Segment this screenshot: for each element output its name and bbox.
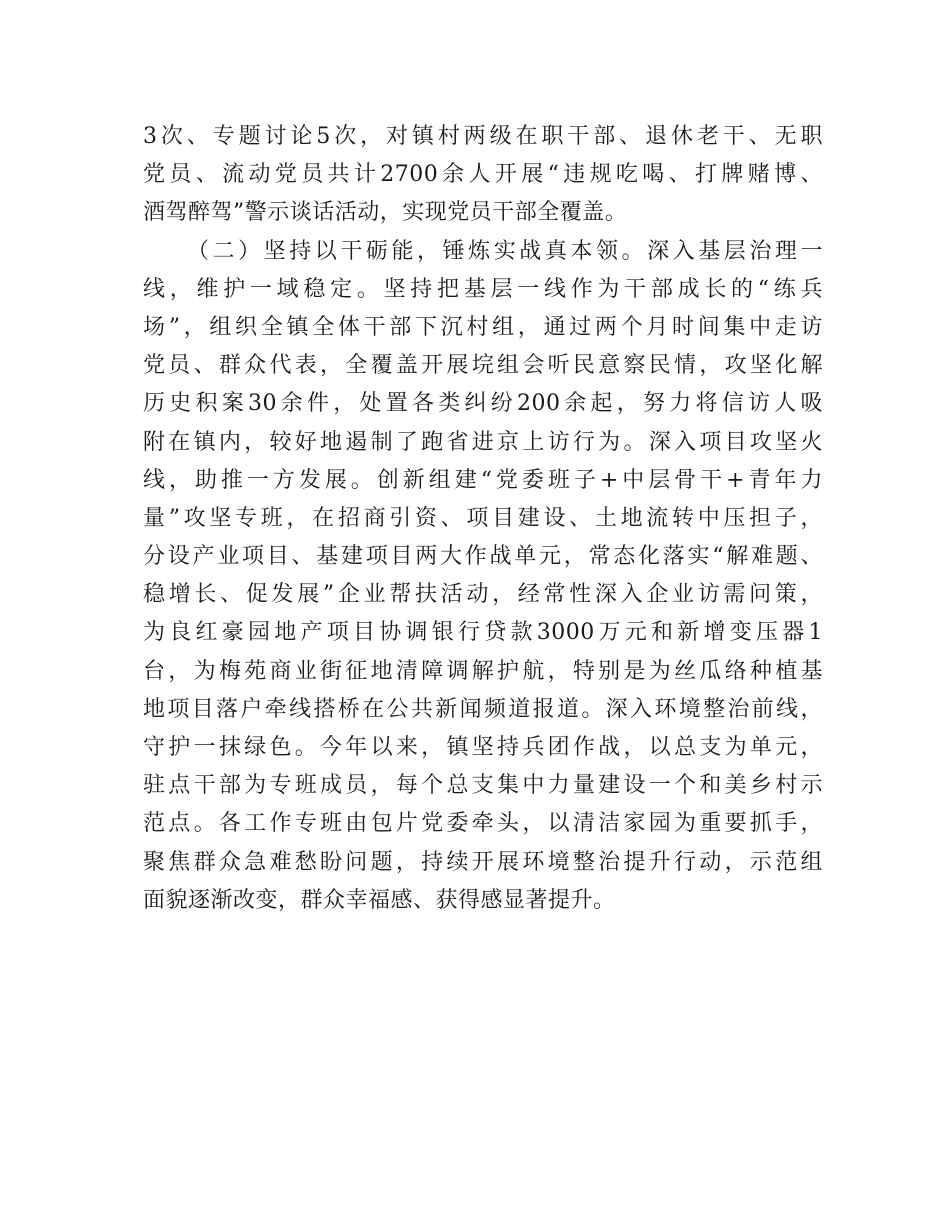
- text-line: 聚焦群众急难愁盼问题，持续开展环境整治提升行动，示范组: [143, 849, 823, 875]
- section-heading-line: （二）坚持以干砺能，锤炼实战真本领。深入基层治理一: [187, 238, 823, 264]
- text-line: 驻点干部为专班成员，每个总支集中力量建设一个和美乡村示: [143, 773, 823, 799]
- text-line: 附在镇内，较好地遏制了跑省进京上访行为。深入项目攻坚火: [143, 429, 823, 455]
- text-line: 守护一抹绿色。今年以来，镇坚持兵团作战，以总支为单元，: [143, 735, 823, 760]
- text-line: 线，维护一域稳定。坚持把基层一线作为干部成长的“练兵: [143, 276, 823, 302]
- text-line: 历史积案30余件，处置各类纠纷200余起，努力将信访人吸: [143, 391, 823, 417]
- text-line: 台，为梅苑商业街征地清障调解护航，特别是为丝瓜络种植基: [143, 658, 823, 684]
- text-line: 3次、专题讨论5次，对镇村两级在职干部、退休老干、无职: [143, 124, 823, 149]
- text-line: 场”，组织全镇全体干部下沉村组，通过两个月时间集中走访: [143, 314, 823, 340]
- text-line: 线，助推一方发展。创新组建“党委班子+中层骨干+青年力: [143, 467, 823, 493]
- body-text: [143, 118, 823, 920]
- text-line: 为良红豪园地产项目协调银行贷款3000万元和新增变压器1: [143, 620, 823, 646]
- text-line: 范点。各工作专班由包片党委牵头，以清洁家园为重要抓手，: [143, 811, 823, 837]
- text-line: 稳增长、促发展”企业帮扶活动，经常性深入企业访需问策，: [143, 582, 823, 608]
- text-line: 党员、流动党员共计2700余人开展“违规吃喝、打牌赌博、: [143, 162, 823, 188]
- text-line: 面貌逐渐改变，群众幸福感、获得感显著提升。: [143, 887, 616, 913]
- text-line: 地项目落户牵线搭桥在公共新闻频道报道。深入环境整治前线，: [143, 696, 823, 722]
- text-line: 量”攻坚专班，在招商引资、项目建设、土地流转中压担子，: [143, 505, 823, 531]
- text-line: 党员、群众代表，全覆盖开展垸组会听民意察民情，攻坚化解: [143, 353, 823, 379]
- text-line: 酒驾醉驾”警示谈话活动，实现党员干部全覆盖。: [143, 200, 628, 226]
- text-line: 分设产业项目、基建项目两大作战单元，常态化落实“解难题、: [143, 544, 823, 570]
